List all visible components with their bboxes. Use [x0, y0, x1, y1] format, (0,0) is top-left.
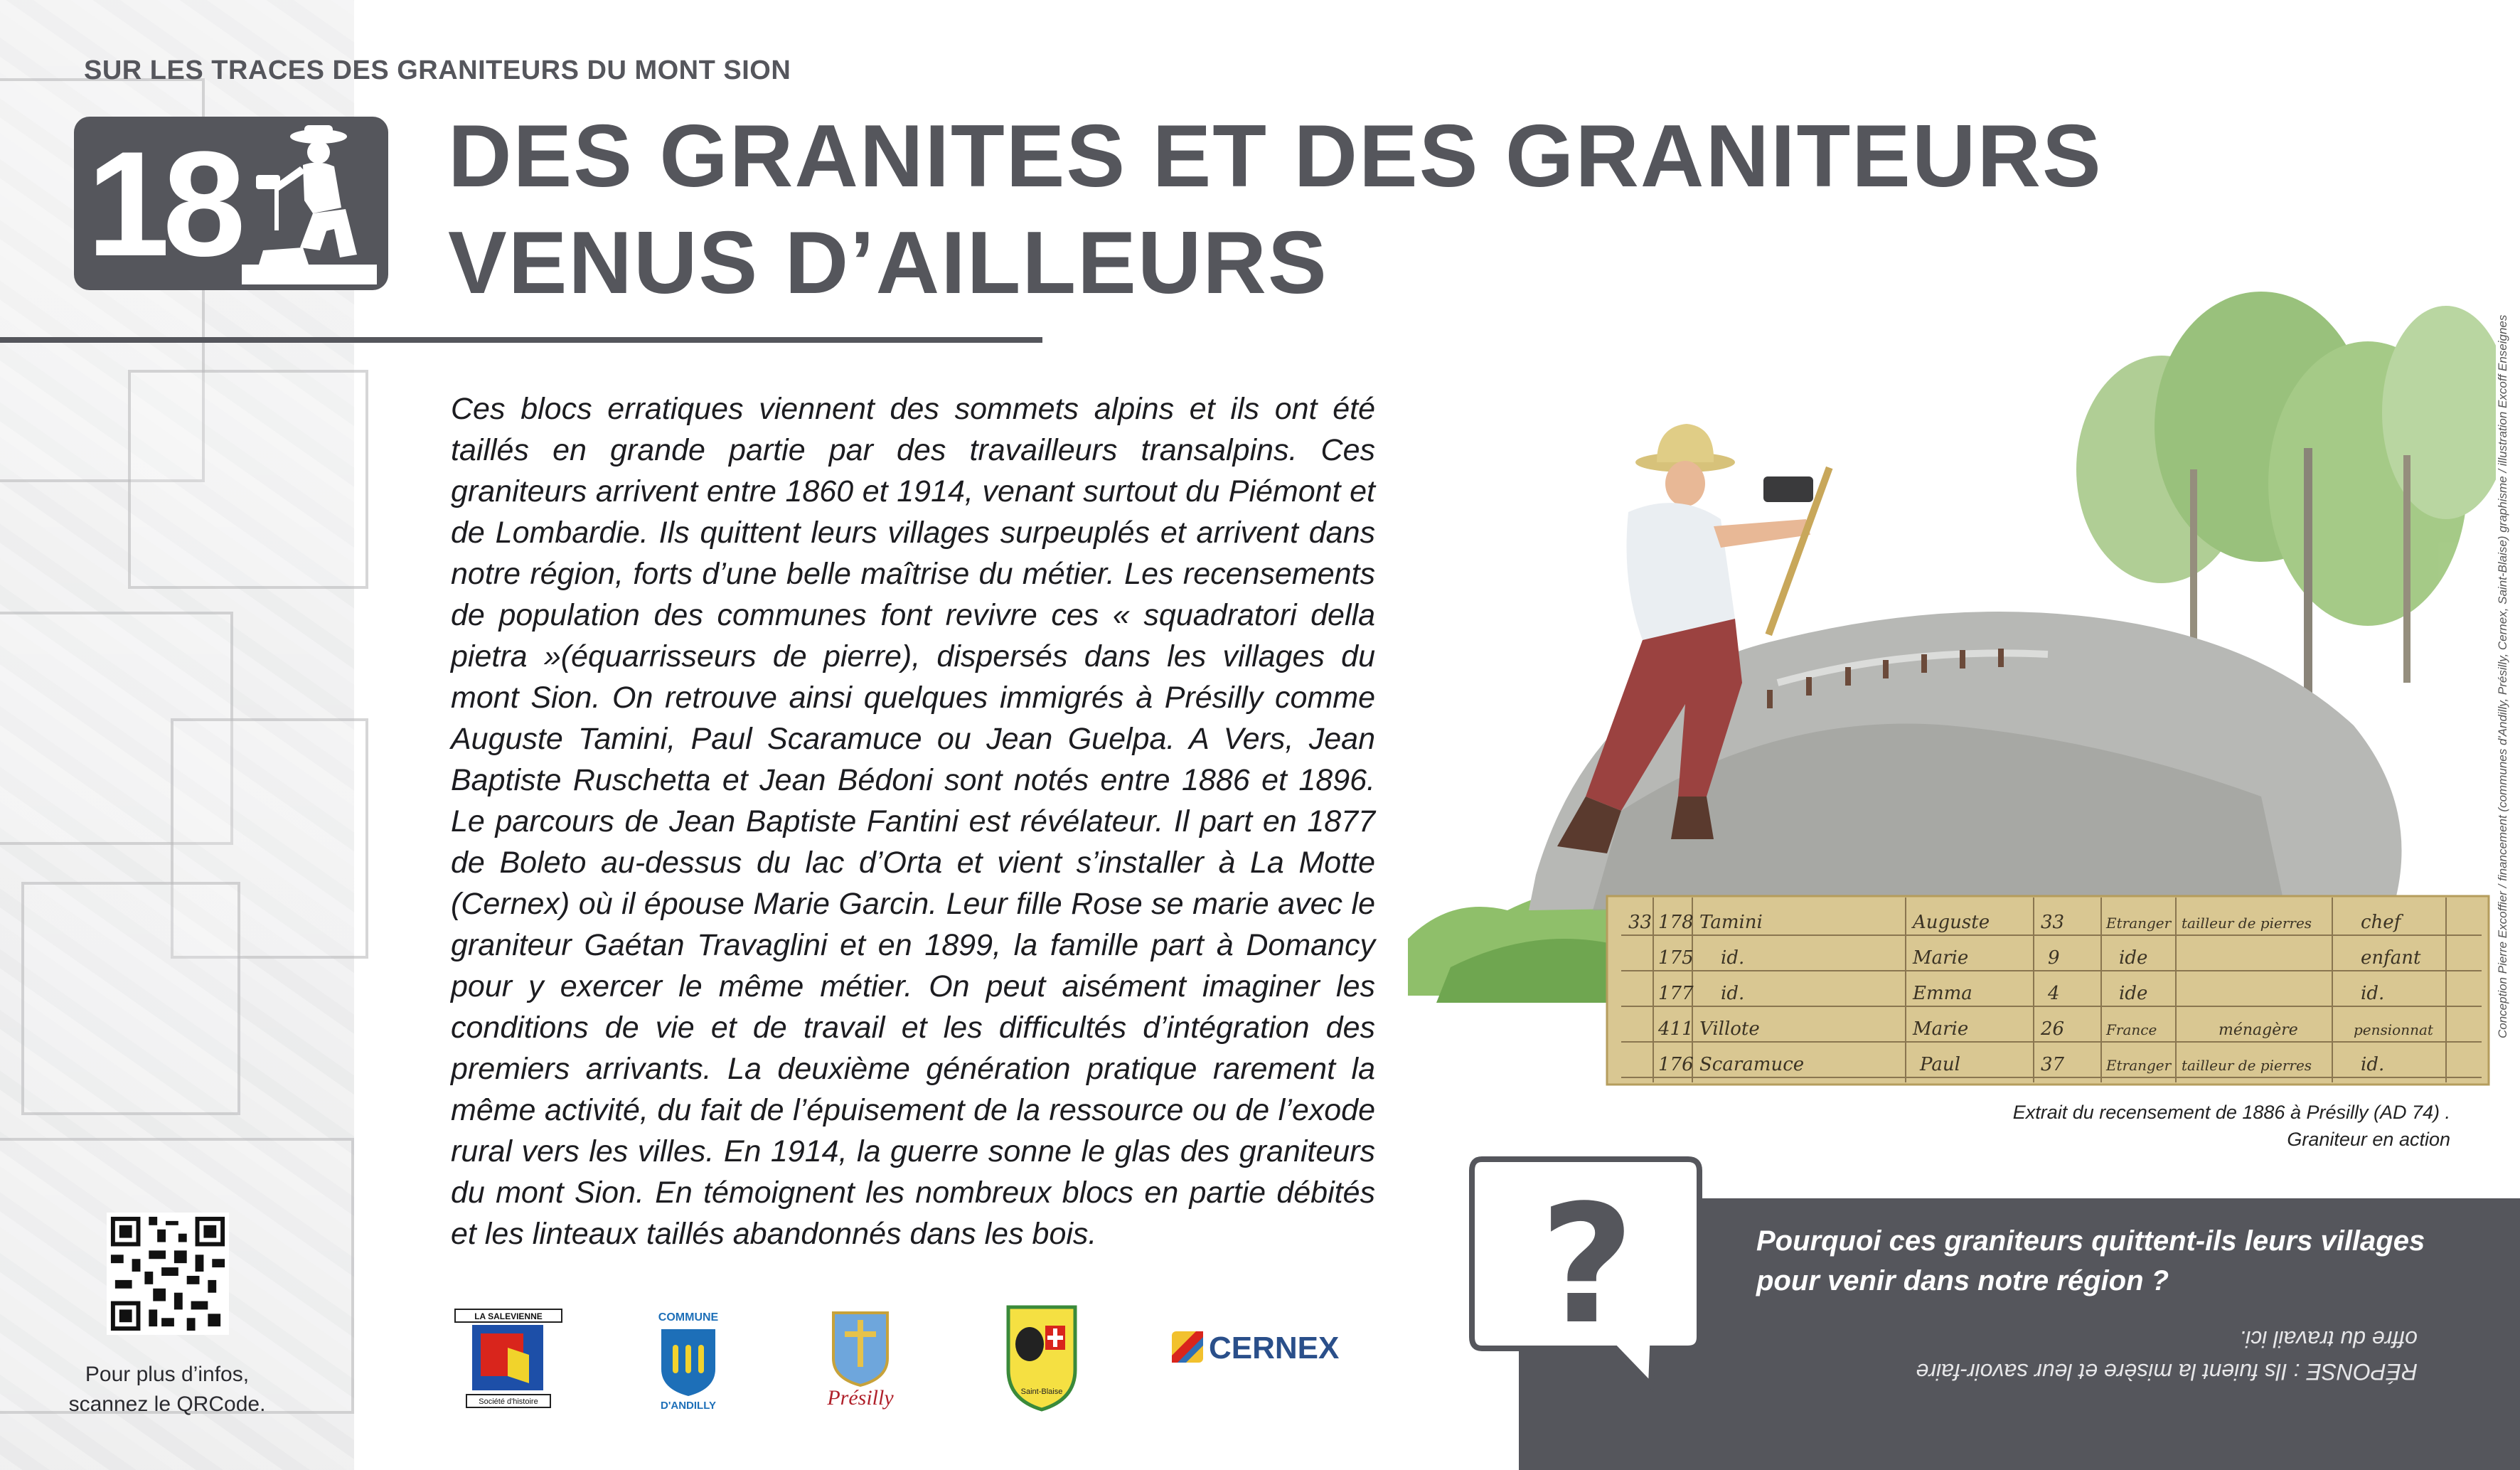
- svg-text:175: 175: [1658, 947, 1694, 969]
- andilly-logo: [646, 1305, 731, 1412]
- svg-text:enfant: enfant: [2361, 947, 2421, 969]
- design-credit: Conception Pierre Excoffier / financement (communes d'Andilly, Présilly, Cernex, Saint-Blaise) graphisme / illustration Excoff Enseignes: [2496, 314, 2509, 1038]
- svg-text:chef: chef: [2361, 912, 2401, 933]
- svg-text:9: 9: [2048, 947, 2060, 969]
- svg-text:Scaramuce: Scaramuce: [1699, 1054, 1805, 1075]
- svg-text:33: 33: [2041, 912, 2065, 933]
- page-title-line-2: VENUS D’AILLEURS: [448, 214, 1328, 312]
- page-title-line-1: DES GRANITES ET DES GRANITEURS: [448, 107, 2103, 206]
- saint-blaise-logo: [1003, 1301, 1081, 1415]
- svg-text:Villote: Villote: [1699, 1018, 1760, 1040]
- stonemason-icon: [235, 122, 384, 284]
- svg-text:D'ANDILLY: D'ANDILLY: [660, 1400, 717, 1412]
- svg-text:ide: ide: [2119, 947, 2148, 969]
- svg-text:26: 26: [2041, 1018, 2065, 1040]
- qr-caption: [43, 1360, 292, 1420]
- qr-caption-line-1: Pour plus d’infos,: [85, 1363, 250, 1386]
- svg-text:37: 37: [2041, 1054, 2065, 1075]
- svg-text:411: 411: [1658, 1018, 1694, 1040]
- svg-text:LA SALEVIENNE: LA SALEVIENNE: [474, 1311, 543, 1321]
- svg-text:pensionnat: pensionnat: [2354, 1021, 2433, 1038]
- svg-text:178: 178: [1658, 912, 1694, 933]
- svg-text:id.: id.: [2361, 1054, 2385, 1075]
- svg-text:?: ?: [1539, 1171, 1635, 1360]
- svg-text:ménagère: ménagère: [2219, 1021, 2298, 1039]
- qr-code[interactable]: [107, 1213, 229, 1335]
- svg-text:Tamini: Tamini: [1699, 912, 1763, 933]
- question-mark-icon: [1468, 1151, 1709, 1392]
- svg-text:Société d'histoire: Société d'histoire: [479, 1397, 538, 1406]
- svg-text:Paul: Paul: [1920, 1054, 1960, 1075]
- svg-text:id.: id.: [1721, 947, 1745, 969]
- stone-block: [21, 882, 240, 1115]
- svg-text:Marie: Marie: [1913, 947, 1969, 969]
- svg-text:176: 176: [1658, 1054, 1694, 1075]
- svg-text:Emma: Emma: [1913, 983, 1972, 1004]
- upside-down-answer: RÉPONSE : Ils fuient la misère et leur savoir-faire offre du travail ici.: [1916, 1326, 2418, 1385]
- svg-text:33: 33: [1628, 912, 1653, 933]
- body-paragraph: Ces blocs erratiques viennent des sommets alpins et ils ont été taillés en grande partie par des travailleurs transalpins. Ces graniteurs arrivent entre 1860 et 1914, venant surtout du Piémont et de Lombardie. Ils quittent leurs villages surpeuplés et arrivent dans notre région, forts d’une belle maîtrise du métier. Les recensements de population des communes font revivre ces « squadratori della pietra »(équarrisseurs de pierre), dispersés dans les villages du mont Sion. On retrouve ainsi quelques immigrés à Présilly comme Auguste Tamini, Paul Scaramuce ou Jean Guelpa. A Vers, Jean Baptiste Ruschetta et Jean Bédoni sont notés entre 1886 et 1896. Le parcours de Jean Baptiste Fantini est révélateur. Il part en 1877 de Boleto au-dessus du lac d’Orta et vient s’installer à La Motte (Cernex) où il épouse Marie Garcin. Leur fille Rose se marie avec le graniteur Gaétan Travaglini et en 1899, la famille part à Domancy pour y exercer le même métier. On peut aisément imaginer les conditions de vie et de travail et les difficultés d’intégration des premiers arrivants. La deuxième génération pratique rarement la même activité, du fait de l’épuisement de la ressource ou de l’exode rural vers les villes. En 1914, la guerre sonne le glas des graniteurs du mont Sion. En témoignent les nombreux blocs en partie débités et les linteaux taillés abandonnés dans les bois.: [451, 392, 1375, 1251]
- svg-text:CERNEX: CERNEX: [1209, 1331, 1340, 1365]
- la-salevienne-logo: [452, 1305, 565, 1412]
- svg-text:COMMUNE: COMMUNE: [658, 1311, 719, 1323]
- svg-text:Saint-Blaise: Saint-Blaise: [1020, 1388, 1063, 1396]
- presilly-logo: [812, 1309, 908, 1415]
- svg-text:id.: id.: [2361, 983, 2385, 1004]
- svg-text:Etranger: Etranger: [2106, 915, 2172, 932]
- station-number: 18: [87, 120, 239, 287]
- graniteur-illustration: [1408, 284, 2496, 1095]
- svg-text:tailleur de pierres: tailleur de pierres: [2182, 1057, 2312, 1074]
- question-text: Pourquoi ces graniteurs quittent-ils leurs villages pour venir dans notre région ?: [1756, 1225, 2425, 1296]
- svg-text:tailleur de pierres: tailleur de pierres: [2182, 915, 2312, 932]
- svg-text:id.: id.: [1721, 983, 1745, 1004]
- route-supertitle: SUR LES TRACES DES GRANITEURS DU MONT SION: [84, 55, 791, 85]
- illustration-caption: [2013, 1099, 2450, 1153]
- census-register-image: [1607, 896, 2489, 1085]
- caption-line-1: Extrait du recensement de 1886 à Présilly (AD 74) .: [2012, 1102, 2450, 1123]
- svg-text:France: France: [2106, 1021, 2157, 1038]
- svg-text:Auguste: Auguste: [1913, 912, 1990, 933]
- svg-text:Marie: Marie: [1913, 1018, 1969, 1040]
- stone-block: [128, 370, 368, 589]
- svg-text:4: 4: [2048, 983, 2060, 1004]
- svg-text:177: 177: [1658, 983, 1694, 1004]
- station-number-badge: [74, 117, 388, 290]
- qr-caption-line-2: scannez le QRCode.: [68, 1392, 266, 1416]
- svg-text:ide: ide: [2119, 983, 2148, 1004]
- svg-text:Présilly: Présilly: [827, 1386, 894, 1410]
- cernex-logo: [1166, 1324, 1365, 1374]
- caption-line-2: Graniteur en action: [2287, 1129, 2450, 1150]
- svg-text:Etranger: Etranger: [2106, 1057, 2172, 1074]
- title-divider: [0, 337, 1042, 343]
